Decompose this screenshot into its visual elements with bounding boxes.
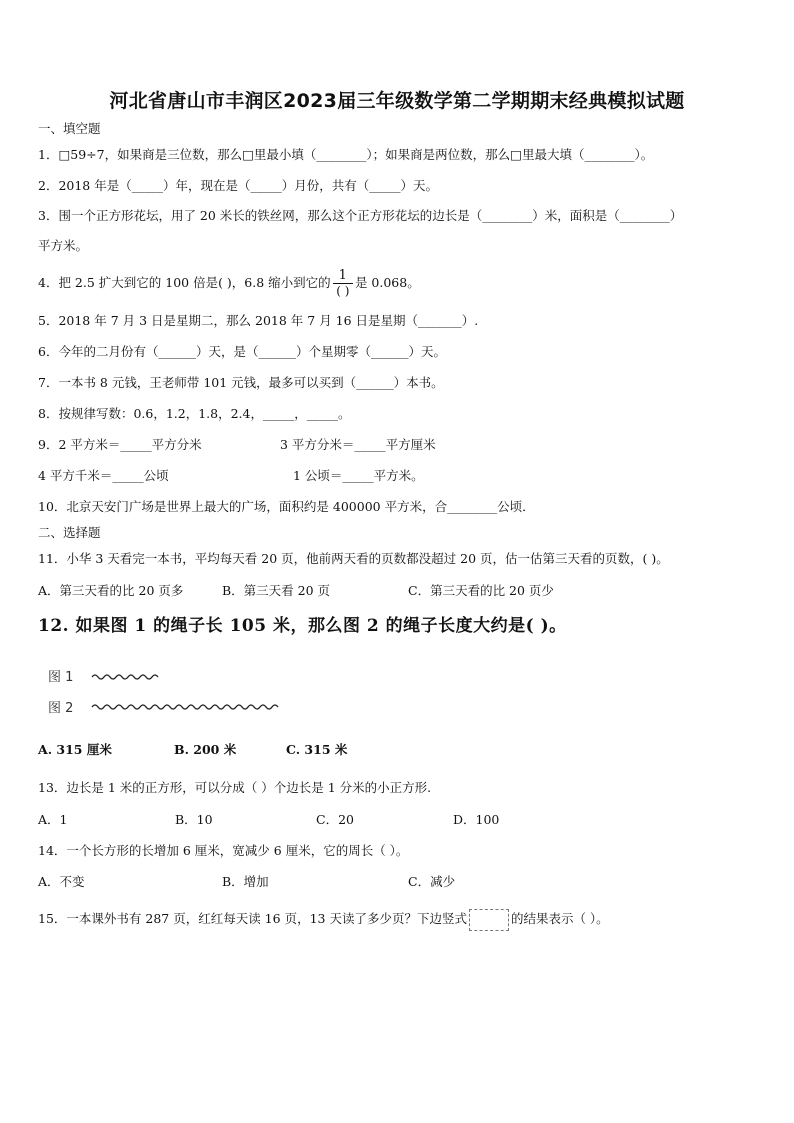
question-7: 7．一本书 8 元钱，王老师带 101 元钱，最多可以买到（______）本书。 xyxy=(38,375,444,390)
figure-1-label: 图 1 xyxy=(48,670,74,685)
fraction-numerator: 1 xyxy=(333,268,353,284)
page-title: 河北省唐山市丰润区2023届三年级数学第二学期期末经典模拟试题 xyxy=(109,90,685,112)
question-15-text-before: 15．一本课外书有 287 页，红红每天读 16 页，13 天读了多少页？下边竖式 xyxy=(38,911,467,926)
question-12-option-c: C. 315 米 xyxy=(286,742,348,757)
question-12-option-a: A. 315 厘米 xyxy=(38,742,112,757)
question-4-text-after: 是 0.068。 xyxy=(354,275,420,290)
question-4-text-before: 4．把 2.5 扩大到它的 100 倍是( )，6.8 缩小到它的 xyxy=(38,275,331,290)
question-10: 10．北京天安门广场是世界上最大的广场，面积约是 400000 平方米，合________公顷． xyxy=(38,499,535,514)
fraction-denominator: ( ) xyxy=(336,284,350,298)
question-11-option-c: C．第三天看的比 20 页少 xyxy=(408,583,554,598)
question-13-option-a: A．1 xyxy=(38,812,68,827)
rope-figure-1 xyxy=(90,670,162,684)
question-3-line-2: 平方米。 xyxy=(38,238,89,253)
question-14-option-b: B．增加 xyxy=(222,874,269,889)
question-12-option-b: B. 200 米 xyxy=(174,742,237,757)
dashed-answer-box xyxy=(469,909,509,931)
question-14-option-c: C．减少 xyxy=(408,874,456,889)
figure-2-label: 图 2 xyxy=(48,701,74,716)
fraction xyxy=(333,268,353,299)
rope-figure-2 xyxy=(90,700,285,714)
question-9-part-a: 9．2 平方米＝_____平方分米 xyxy=(38,437,202,452)
question-11: 11．小华 3 天看完一本书，平均每天看 20 页，他前两天看的页数都没超过 20 页，估一估第三天看的页数，( )。 xyxy=(38,551,669,566)
question-15 xyxy=(38,908,609,931)
question-2: 2．2018 年是（_____）年，现在是（_____）月份，共有（_____）天。 xyxy=(38,178,438,193)
question-4 xyxy=(38,266,420,300)
question-13: 13．边长是 1 米的正方形，可以分成（ ）个边长是 1 分米的小正方形. xyxy=(38,780,432,795)
question-1: 1．□59÷7，如果商是三位数，那么□里最小填（________）；如果商是两位数，那么□里最大填（________）。 xyxy=(38,147,654,162)
question-8: 8．按规律写数：0.6，1.2，1.8，2.4，_____，_____。 xyxy=(38,406,351,421)
question-12: 12. 如果图 1 的绳子长 105 米，那么图 2 的绳子长度大约是( )。 xyxy=(38,616,567,636)
question-11-option-b: B．第三天看 20 页 xyxy=(222,583,331,598)
question-6: 6．今年的二月份有（______）天，是（______）个星期零（______）天。 xyxy=(38,344,446,359)
question-3-line-1: 3．围一个正方形花坛，用了 20 米长的铁丝网，那么这个正方形花坛的边长是（________）米，面积是（________） xyxy=(38,208,683,223)
question-11-option-a: A．第三天看的比 20 页多 xyxy=(38,583,184,598)
section-heading-fill: 一、填空题 xyxy=(38,121,101,136)
question-5: 5．2018 年 7 月 3 日是星期二，那么 2018 年 7 月 16 日是星期（_______）. xyxy=(38,313,479,328)
question-9-part-c: 4 平方千米＝_____公顷 xyxy=(38,468,169,483)
question-9-part-b: 3 平方分米＝_____平方厘米 xyxy=(280,437,436,452)
question-14: 14．一个长方形的长增加 6 厘米，宽减少 6 厘米，它的周长（ ）。 xyxy=(38,843,409,858)
question-9-part-d: 1 公顷＝_____平方米。 xyxy=(293,468,424,483)
question-14-option-a: A．不变 xyxy=(38,874,85,889)
question-13-option-d: D．100 xyxy=(453,812,500,827)
question-13-option-b: B．10 xyxy=(175,812,213,827)
question-13-option-c: C．20 xyxy=(316,812,354,827)
section-heading-choice: 二、选择题 xyxy=(38,525,101,540)
question-15-text-after: 的结果表示（ ）。 xyxy=(510,911,609,926)
